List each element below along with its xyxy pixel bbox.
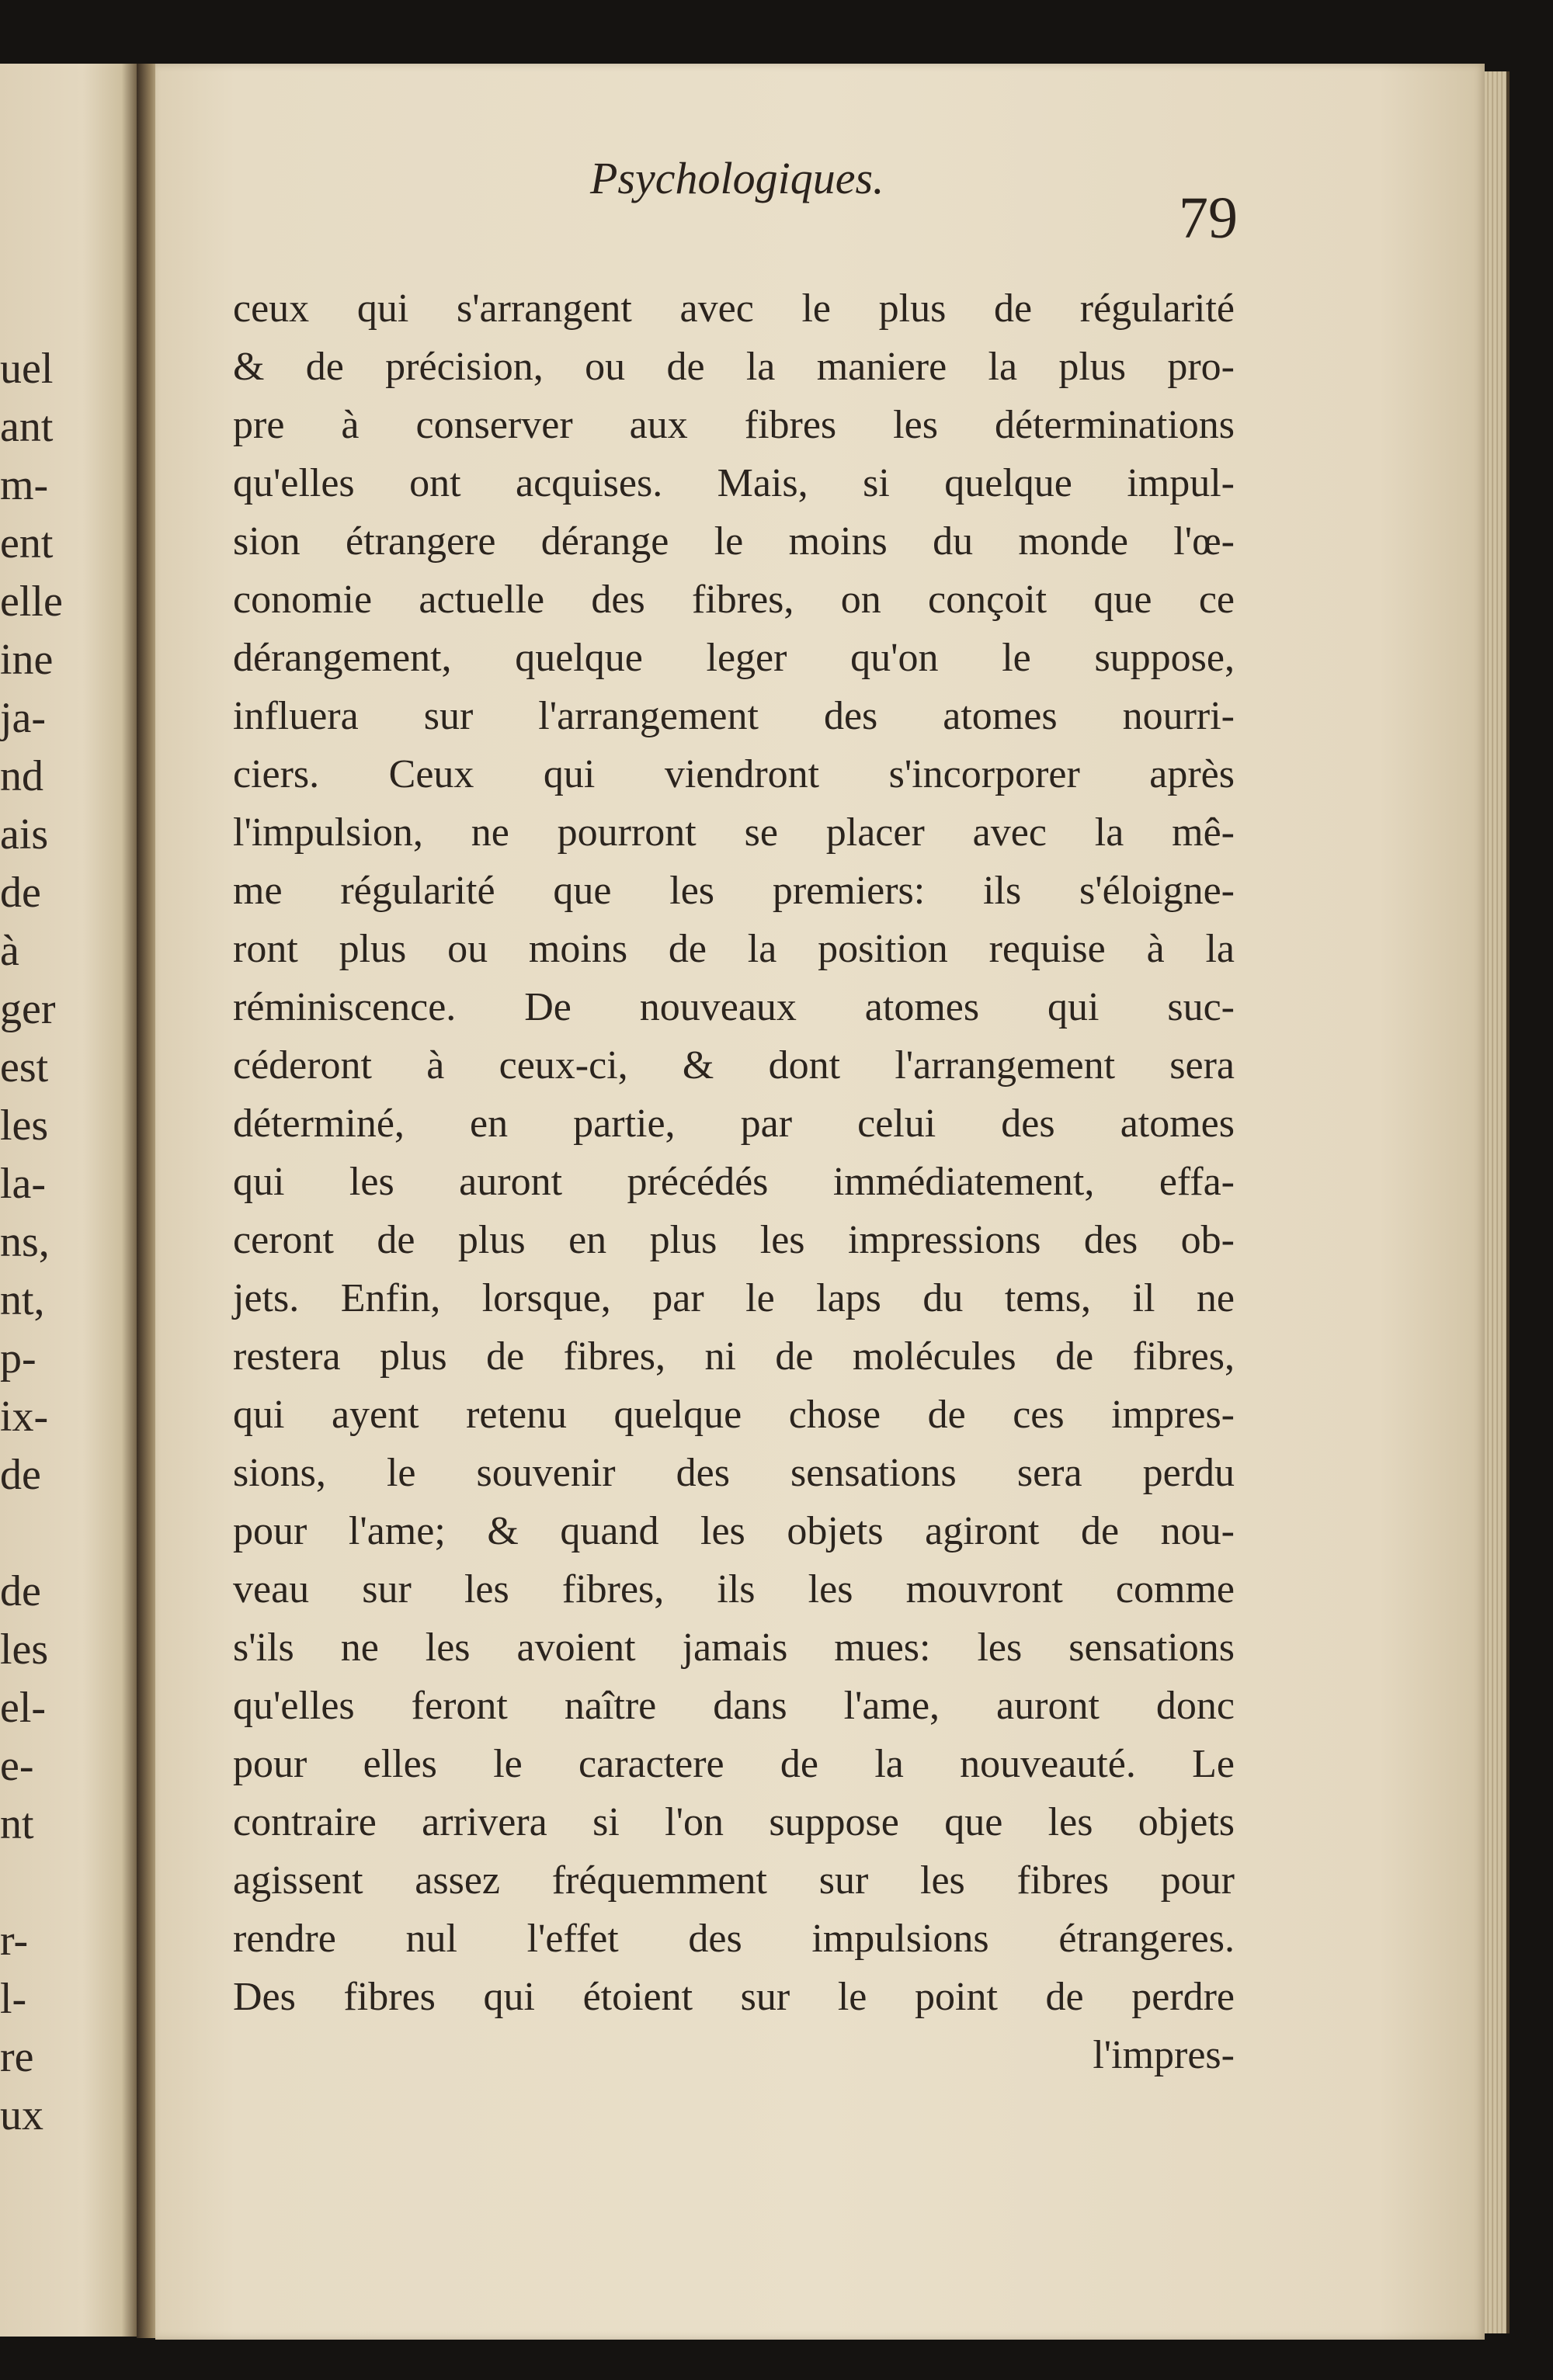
facing-page-line: nt,: [0, 1276, 45, 1324]
facing-page-line: r-: [0, 1917, 29, 1965]
body-text: [233, 279, 1235, 2084]
facing-page-line: [0, 1504, 63, 1563]
facing-page-line: uel: [0, 345, 54, 393]
page-number: 79: [1179, 186, 1238, 251]
text-line: l'impulsion, ne pourront se placer avec la mê-: [233, 810, 1235, 855]
facing-page-line: la-: [0, 1160, 47, 1208]
facing-page-line: ix-: [0, 1393, 49, 1441]
text-line: qui les auront précédés immédiatement, effa-: [233, 1160, 1235, 1204]
text-line: conomie actuelle des fibres, on conçoit que ce: [233, 578, 1235, 622]
text-line: restera plus de fibres, ni de molécules de fibres,: [233, 1334, 1235, 1379]
facing-page-line: les: [0, 1102, 49, 1150]
facing-page-line: ger: [0, 985, 56, 1033]
text-line: céderont à ceux-ci, & dont l'arrangement sera: [233, 1043, 1235, 1088]
facing-page-line: m-: [0, 461, 49, 509]
text-line: & de précision, ou de la maniere la plus pro-: [233, 345, 1235, 389]
text-line: sion étrangere dérange le moins du monde l'œ-: [233, 519, 1235, 564]
facing-page-line: de: [0, 1567, 41, 1615]
facing-page-line: ais: [0, 810, 49, 859]
facing-page-line: [0, 1854, 63, 1912]
facing-page-line: l-: [0, 1975, 27, 2023]
text-line: influera sur l'arrangement des atomes nourri-: [233, 694, 1235, 738]
text-line: pour l'ame; & quand les objets agiront de nou-: [233, 1509, 1235, 1553]
text-line: agissent assez fréquemment sur les fibres pour: [233, 1858, 1235, 1903]
text-line: rendre nul l'effet des impulsions étrangeres.: [233, 1917, 1235, 1961]
facing-page-line: à: [0, 927, 19, 975]
text-line: ceront de plus en plus les impressions des ob-: [233, 1218, 1235, 1262]
text-line: Des fibres qui étoient sur le point de perdre: [233, 1975, 1235, 2019]
text-line: dérangement, quelque leger qu'on le suppose,: [233, 636, 1235, 680]
facing-page-line: elle: [0, 578, 63, 626]
facing-page-line: ent: [0, 519, 54, 567]
facing-page-line: nd: [0, 752, 43, 800]
text-line: réminiscence. De nouveaux atomes qui suc-: [233, 985, 1235, 1029]
facing-page: [0, 64, 138, 2337]
facing-page-line: ja-: [0, 694, 47, 742]
facing-page-line: ns,: [0, 1218, 50, 1266]
facing-page-line: e-: [0, 1742, 34, 1790]
facing-page-line: re: [0, 2033, 34, 2081]
page-edges: [1485, 71, 1510, 2333]
text-line: qu'elles ont acquises. Mais, si quelque impul-: [233, 461, 1235, 505]
facing-page-line: ine: [0, 636, 54, 684]
facing-page-line: de: [0, 869, 41, 917]
facing-page-line: ux: [0, 2091, 43, 2139]
text-line: ciers. Ceux qui viendront s'incorporer après: [233, 752, 1235, 796]
facing-page-line: el-: [0, 1684, 47, 1732]
text-line: ront plus ou moins de la position requise à la: [233, 927, 1235, 971]
text-line: sions, le souvenir des sensations sera perdu: [233, 1451, 1235, 1495]
text-line: qui ayent retenu quelque chose de ces impres-: [233, 1393, 1235, 1437]
text-line: qu'elles feront naître dans l'ame, auront donc: [233, 1684, 1235, 1728]
text-line: ceux qui s'arrangent avec le plus de régularité: [233, 286, 1235, 331]
text-line: veau sur les fibres, ils les mouvront comme: [233, 1567, 1235, 1612]
text-line: pour elles le caractere de la nouveauté. Le: [233, 1742, 1235, 1786]
facing-page-line: ant: [0, 403, 54, 451]
facing-page-line: est: [0, 1043, 49, 1091]
facing-page-line: p-: [0, 1334, 36, 1383]
text-line: contraire arrivera si l'on suppose que les objets: [233, 1800, 1235, 1844]
text-line: pre à conserver aux fibres les déterminations: [233, 403, 1235, 447]
text-line: s'ils ne les avoient jamais mues: les sensations: [233, 1625, 1235, 1670]
facing-page-line: de: [0, 1451, 41, 1499]
text-line: me régularité que les premiers: ils s'éloigne-: [233, 869, 1235, 913]
running-head: Psychologiques.: [590, 153, 884, 203]
facing-page-line: nt: [0, 1800, 34, 1848]
text-line: déterminé, en partie, par celui des atomes: [233, 1102, 1235, 1146]
facing-page-line: les: [0, 1625, 49, 1674]
text-line: jets. Enfin, lorsque, par le laps du tems, il ne: [233, 1276, 1235, 1320]
catchword: l'impres-: [1093, 2033, 1235, 2077]
facing-page-text: [0, 340, 63, 2145]
